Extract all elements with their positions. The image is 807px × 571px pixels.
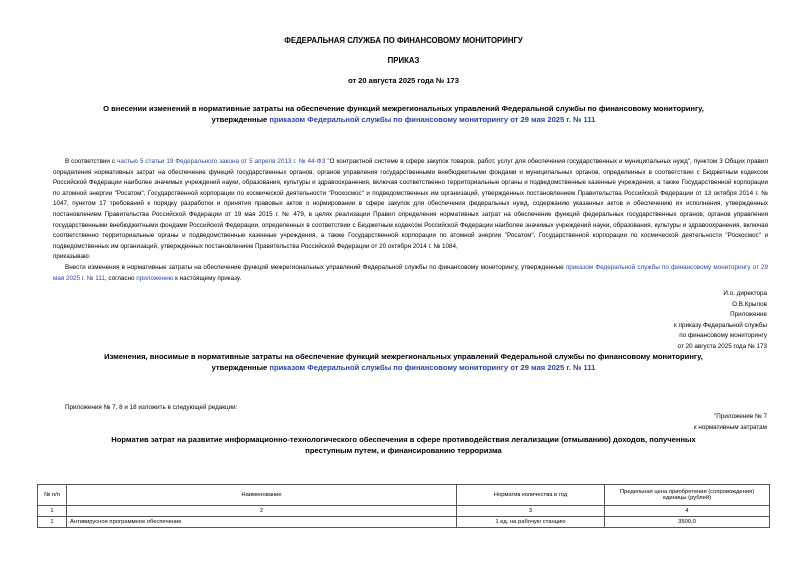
signatory-name: О.В.Крылов bbox=[732, 300, 767, 308]
changes-title-prefix: утвержденные bbox=[211, 363, 270, 372]
appendix-ref-2: по финансовому мониторингу bbox=[679, 332, 767, 340]
changes-title-line1: Изменения, вносимые в нормативные затраты на обеспечение функций межрегиональных управлений Федеральной службы по финансовому мониторингу, bbox=[104, 352, 703, 361]
signatory-position: И.о. директора bbox=[723, 290, 767, 297]
order-title-line1: О внесении изменений в нормативные затраты на обеспечение функций межрегиональных управлений Федеральной службы по финансовому мониторингу, bbox=[103, 104, 704, 113]
doc-date-number: от 20 августа 2025 года № 173 bbox=[348, 76, 459, 85]
appendix7-line2: к нормативным затратам bbox=[693, 423, 767, 431]
doc-type: ПРИКАЗ bbox=[387, 56, 420, 65]
table-index-row bbox=[38, 506, 770, 517]
norm-title-line1: Норматив затрат на развитие информационно-технологического обеспечения в сфере противодействия легализации (отмыванию) доходов, полученных bbox=[111, 435, 696, 444]
index-cell: 2 bbox=[67, 506, 457, 517]
index-cell: 4 bbox=[605, 506, 770, 517]
order-body-text-3: к настоящему приказу. bbox=[173, 274, 242, 282]
order-body-text-1: Внести изменения в нормативные затраты на обеспечение функций межрегиональных управлений Федеральной службы по финансовому мониторингу, утвержденные bbox=[65, 263, 566, 271]
appendix7-label bbox=[694, 412, 767, 433]
order-title-link[interactable]: приказом Федеральной службы по финансовому мониторингу от 29 мая 2025 г. № 111 bbox=[269, 115, 596, 124]
law-link[interactable]: частью 5 статьи 19 Федерального закона от 5 апреля 2013 г. № 44-ФЗ bbox=[117, 158, 326, 165]
order-title-line2 bbox=[0, 114, 807, 125]
appendix-label: Приложение bbox=[730, 311, 767, 319]
index-cell: 3 bbox=[457, 506, 605, 517]
row-price: 3500,0 bbox=[605, 517, 770, 528]
changes-title bbox=[0, 351, 807, 373]
index-cell: 1 bbox=[38, 506, 67, 517]
appendix-ref-1: к приказу Федеральной службы bbox=[674, 321, 767, 329]
preamble-text-2: "О контрактной системе в сфере закупок товаров, работ, услуг для обеспечения государственных и муниципальных нужд", пунктом 3 Общих правил определения нормативных затрат на обеспечение функций государственных органов, органов управления государственными внебюджетными фондами и муниципальных органов, определенных в соответствии с Бюджетным кодексом Российской Федерации наиболее значимых учреждений науки, образования, культуры и здравоохранения, включая соответственно территориальные органы и подведомственные казенные учреждения, а также Государственной корпорации по атомной энергии "Росатом", Государственной корпорации по космической деятельности "Роскосмос" и подведомственных им организаций, утвержденных постановлением Правительства Российской Федерации от 13 октября 2014 г. № 1047, пунктом 17 требований к порядку разработки и принятия правовых актов о нормировании в сфере закупок для обеспечения федеральных нужд, содержанию указанных актов и обеспечению их исполнения, утвержденных постановлением Правительства Российской Федерации от 19 мая 2015 г. № 479, в целях реализации Правил определения нормативных затрат на обеспечение функций федеральных государственных органов, органов управления государственными внебюджетными фондами Российской Федерации, определенных в соответствии с Бюджетным кодексом Российской Федерации наиболее значимых учреждений науки, образования, культуры и здравоохранения, включая соответственно территориальные органы и подведомственные казенные учреждения, а также Государственной корпорации по атомной энергии "Росатом", Государственной корпорации по космической деятельности "Роскосмос" и подведомственных им организаций, утвержденных постановлением Правительства Российской Федерации от 20 октября 2014 г. № 1084, bbox=[53, 158, 769, 250]
row-number: 1 bbox=[38, 517, 67, 528]
changes-title-link[interactable]: приказом Федеральной службы по финансовому мониторингу от 29 мая 2025 г. № 111 bbox=[269, 363, 596, 372]
order-body-link[interactable]: приказом Федеральной службы по финансовому мониторингу от 29 мая 2025 г. № 111 bbox=[53, 263, 769, 282]
agency-name: ФЕДЕРАЛЬНАЯ СЛУЖБА ПО ФИНАНСОВОМУ МОНИТОРИНГУ bbox=[284, 36, 523, 45]
edit-note: Приложения № 7, 8 и 18 изложить в следующей редакции: bbox=[65, 404, 238, 411]
header-name: Наименование bbox=[67, 485, 457, 506]
norm-title-line2: преступным путем, и финансированию терроризма bbox=[305, 446, 502, 455]
row-name: Антивирусное программное обеспечение bbox=[67, 517, 457, 528]
signature-block bbox=[674, 289, 767, 353]
header-number: № п/п bbox=[38, 485, 67, 506]
appendix-link[interactable]: приложению bbox=[136, 274, 174, 282]
order-title-prefix: утвержденные bbox=[211, 115, 270, 124]
header-price: Предельная цена приобретения (сопровождения) единицы (рублей) bbox=[605, 485, 770, 506]
preamble-text-1: В соответствии с bbox=[65, 158, 118, 165]
header-quantity: Норматив количества в год bbox=[457, 485, 605, 506]
preamble-paragraph bbox=[53, 157, 768, 252]
table-row bbox=[38, 517, 770, 528]
order-body-text-2: , согласно bbox=[104, 274, 137, 282]
order-body bbox=[53, 263, 768, 284]
order-word: приказываю: bbox=[53, 253, 91, 261]
preamble bbox=[53, 157, 768, 284]
changes-title-line2 bbox=[0, 362, 807, 373]
norm-title bbox=[0, 434, 807, 456]
order-title bbox=[0, 103, 807, 125]
norm-table bbox=[37, 484, 770, 528]
table-header-row bbox=[38, 485, 770, 506]
appendix7-line1: "Приложение № 7 bbox=[714, 413, 767, 420]
appendix-ref-3: от 20 августа 2025 года № 173 bbox=[677, 342, 767, 350]
row-quantity: 1 ед. на рабочую станцию bbox=[457, 517, 605, 528]
